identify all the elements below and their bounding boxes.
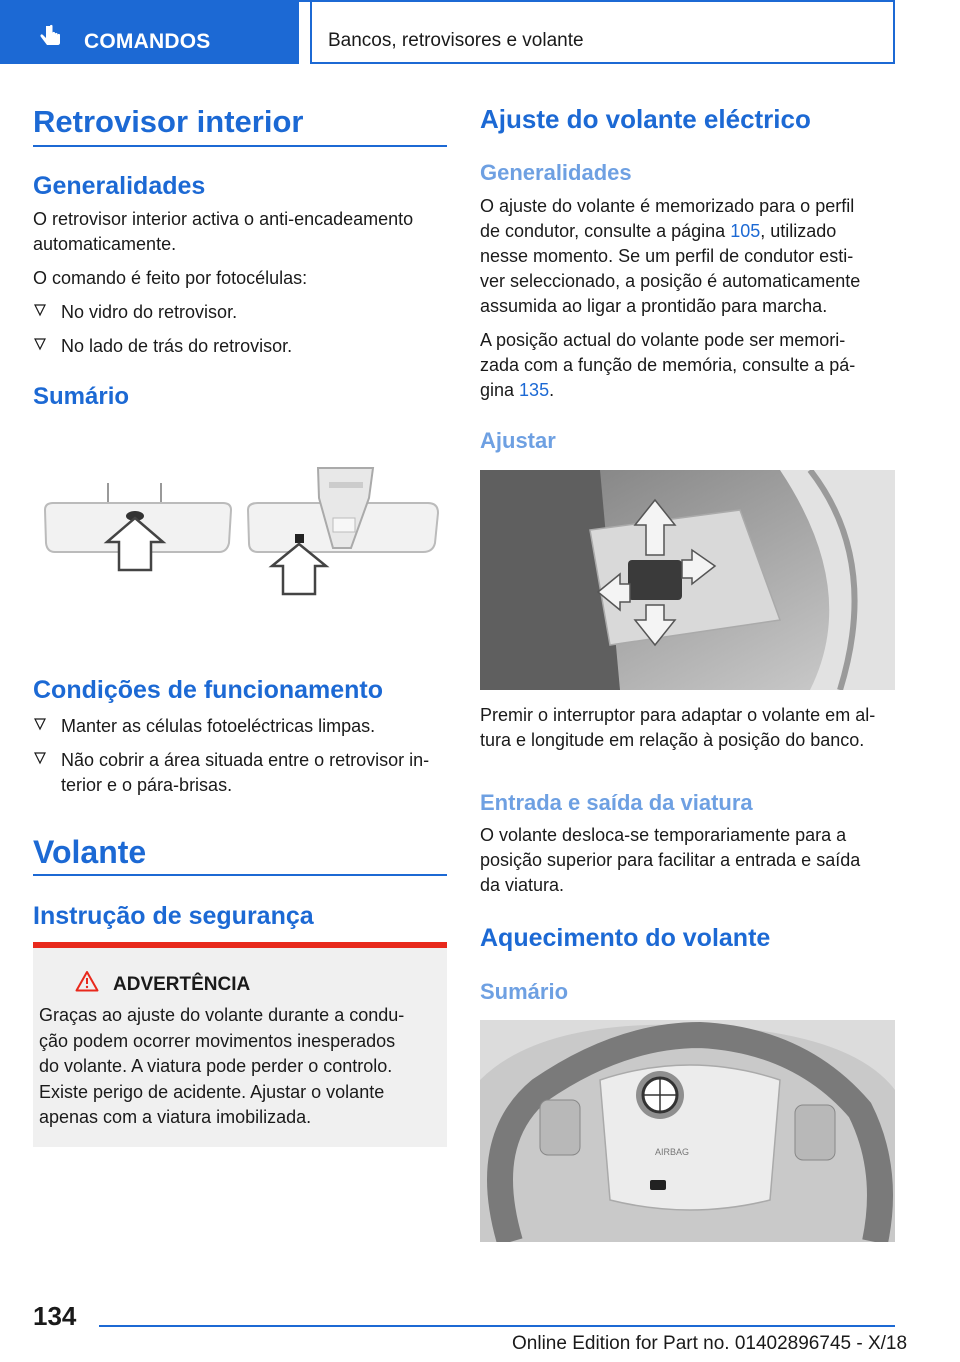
- title-rule: [33, 874, 447, 876]
- heading-generalidades-right: Generalidades: [480, 160, 632, 185]
- paragraph-line: ver seleccionado, a posição é automaticamente: [480, 271, 861, 291]
- page-number: 134: [33, 1301, 77, 1331]
- heading-entrada: Entrada e saída da viatura: [480, 790, 753, 815]
- triangle-bullet-icon: [33, 751, 47, 765]
- paragraph-line: [480, 378, 554, 403]
- title-rule: [33, 145, 447, 147]
- paragraph-line: automaticamente.: [33, 234, 177, 254]
- warning-line: ção podem ocorrer movimentos inesperados: [39, 1030, 396, 1051]
- heading-seguranca: Instrução de segurança: [33, 902, 314, 930]
- text-run: .: [549, 380, 555, 400]
- list-item-text: terior e o pára-brisas.: [61, 775, 233, 795]
- section-label: Bancos, retrovisores e volante: [328, 30, 584, 51]
- paragraph-line: tura e longitude em relação à posição do banco.: [480, 730, 865, 750]
- paragraph-line: assumida ao ligar a prontidão para marcha.: [480, 296, 828, 316]
- section-tab[interactable]: [310, 0, 895, 64]
- paragraph-line: posição superior para facilitar a entrada e saída: [480, 850, 861, 870]
- warning-line: apenas com a viatura imobilizada.: [39, 1107, 312, 1127]
- heading-generalidades: Generalidades: [33, 172, 206, 200]
- airbag-label: AIRBAG: [655, 1147, 690, 1157]
- warning-box: [33, 942, 447, 1147]
- text-run: de condutor, consulte a página: [480, 221, 731, 241]
- heading-ajustar: Ajustar: [480, 428, 556, 453]
- footer-rule: [99, 1325, 895, 1327]
- hand-pointer-icon: [38, 24, 64, 50]
- paragraph-line: A posição actual do volante pode ser memori-: [480, 330, 846, 350]
- paragraph-line: O retrovisor interior activa o anti-encadeamento: [33, 209, 414, 229]
- heading-aquecimento: Aquecimento do volante: [480, 924, 771, 952]
- text-run: gina: [480, 380, 520, 400]
- steering-wheel-illustration: [480, 1020, 895, 1242]
- paragraph-line: [480, 219, 836, 244]
- warning-title: ADVERTÊNCIA: [113, 974, 251, 995]
- page-link-105[interactable]: 105: [730, 221, 761, 241]
- text-run: , utilizado: [760, 221, 837, 241]
- list-item-text: Manter as células fotoeléctricas limpas.: [61, 716, 376, 736]
- triangle-bullet-icon: [33, 717, 47, 731]
- heading-condicoes: Condições de funcionamento: [33, 676, 384, 704]
- heading-sumario: Sumário: [33, 383, 130, 410]
- warning-line: Existe perigo de acidente. Ajustar o volante: [39, 1081, 385, 1102]
- paragraph-line: Premir o interruptor para adaptar o volante em al-: [480, 705, 876, 725]
- mirror-illustration: [33, 448, 447, 638]
- paragraph-line: da viatura.: [480, 875, 565, 895]
- list-item-text: No vidro do retrovisor.: [61, 302, 238, 322]
- steering-adjust-illustration: [480, 470, 895, 690]
- paragraph-line: zada com a função de memória, consulte a pá-: [480, 355, 856, 375]
- warning-line: do volante. A viatura pode perder o controlo.: [39, 1056, 393, 1076]
- warning-text: [39, 1003, 439, 1131]
- title-volante: Volante: [33, 834, 147, 870]
- title-ajuste: Ajuste do volante eléctrico: [480, 104, 811, 134]
- paragraph-line: O volante desloca-se temporariamente para a: [480, 825, 847, 845]
- footer-edition: Online Edition for Part no. 01402896745 - X/18: [512, 1333, 908, 1354]
- heading-sumario-right: Sumário: [480, 979, 569, 1004]
- chapter-tab[interactable]: [0, 0, 299, 64]
- chapter-label: COMANDOS: [84, 30, 211, 53]
- paragraph-line: O ajuste do volante é memorizado para o perfil: [480, 196, 855, 216]
- triangle-bullet-icon: [33, 303, 47, 317]
- triangle-bullet-icon: [33, 337, 47, 351]
- list-item-text: No lado de trás do retrovisor.: [61, 336, 293, 356]
- warning-line: Graças ao ajuste do volante durante a condu-: [39, 1005, 405, 1025]
- warning-triangle-icon: [75, 970, 99, 992]
- title-mirror: Retrovisor interior: [33, 104, 304, 139]
- paragraph-line: nesse momento. Se um perfil de condutor esti-: [480, 246, 854, 266]
- paragraph-line: O comando é feito por fotocélulas:: [33, 268, 308, 288]
- page-link-135[interactable]: 135: [519, 380, 550, 400]
- list-item-text: Não cobrir a área situada entre o retrovisor in-: [61, 750, 430, 770]
